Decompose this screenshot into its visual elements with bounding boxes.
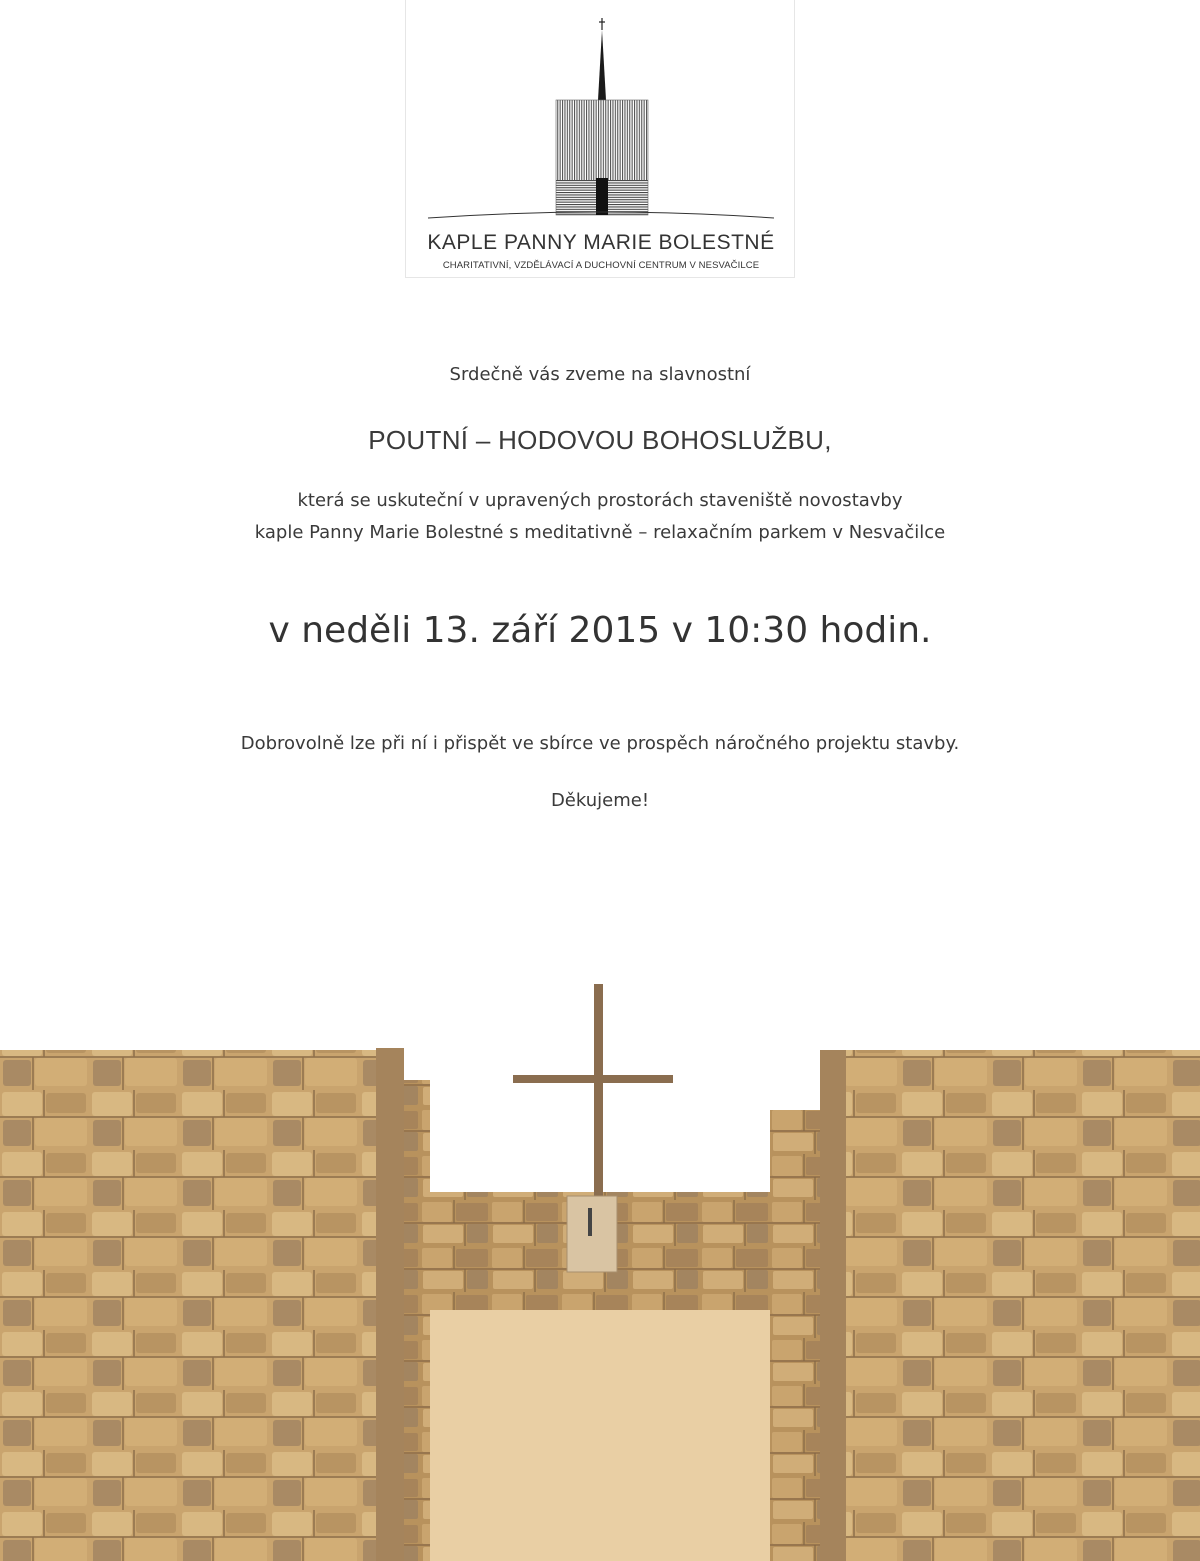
invitation-place-line-1: která se uskuteční v upravených prostorách staveniště novostavby — [297, 490, 903, 511]
invitation-headline: POUTNÍ – HODOVOU BOHOSLUŽBU, — [368, 425, 832, 455]
invitation-datetime: v neděli 13. září 2015 v 10:30 hodin. — [268, 610, 932, 651]
invitation-intro: Srdečně vás zveme na slavnostní — [449, 364, 751, 385]
logo-subtitle: CHARITATIVNÍ, VZDĚLÁVACÍ A DUCHOVNÍ CENTRUM V NESVAČILCE — [442, 260, 760, 271]
logo — [405, 0, 795, 278]
invitation-place-line-2: kaple Panny Marie Bolestné s meditativně – relaxačním parkem v Nesvačilce — [254, 522, 946, 543]
invitation-donation: Dobrovolně lze při ní i přispět ve sbírce ve prospěch náročného projektu stavby. — [240, 733, 960, 754]
logo-title: KAPLE PANNY MARIE BOLESTNÉ — [427, 231, 775, 254]
stone-walls-cross-photo — [0, 970, 1200, 1561]
invitation-thanks: Děkujeme! — [550, 790, 650, 811]
